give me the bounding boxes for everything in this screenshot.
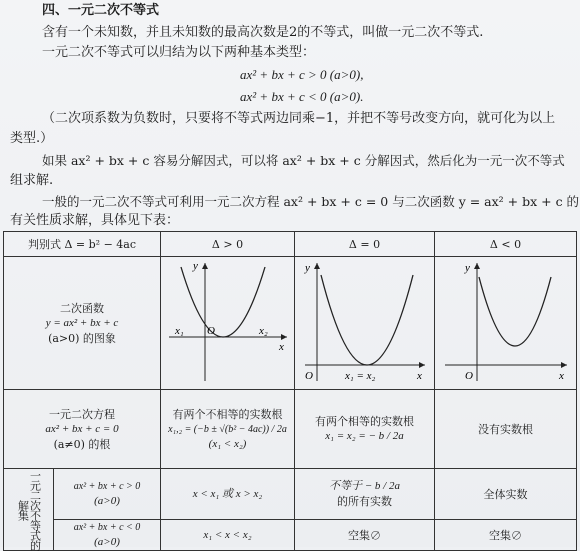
axis-x-label: x <box>558 370 564 382</box>
side-label-text: 一元二次不等式的解集 <box>16 469 42 550</box>
root-label-line2: ax² + bx + c = 0 <box>45 422 119 435</box>
origin-label: O <box>304 370 313 382</box>
gt-zero-line1: 不等于 − b / 2a <box>329 480 400 492</box>
factor-line-2: 组求解. <box>10 173 54 188</box>
lt-label-line1: ax² + bx + c < 0 <box>73 522 141 533</box>
roots-zero-formula: x₁ = x₂ = − b / 2a <box>325 430 404 442</box>
roots-delta-negative: 没有实数根 <box>435 390 577 469</box>
axis-y-label: y <box>464 262 470 274</box>
root-x1-label: x₁ <box>174 325 184 337</box>
header-delta-zero: Δ = 0 <box>295 232 435 257</box>
roots-delta-positive <box>161 390 295 469</box>
axis-y-label: y <box>192 260 198 272</box>
basic-forms-intro: 一元二次不等式可以归结为以下两种基本类型： <box>42 45 316 60</box>
gt-solution-delta-zero <box>295 469 435 520</box>
roots-delta-zero <box>295 390 435 469</box>
gt-solution-delta-negative: 全体实数 <box>435 469 577 520</box>
root-label-line3: (a≠0) 的根 <box>53 437 111 451</box>
gt-label-line1: ax² + bx + c > 0 <box>73 481 141 492</box>
graph-label-line3: (a>0) 的图象 <box>48 331 116 345</box>
basic-form-2: ax² + bx + c < 0 (a>0). <box>240 89 364 104</box>
definition-text: 含有一个未知数，并且未知数的最高次数是2的不等式，叫做一元二次不等式. <box>42 25 484 40</box>
origin-label: O <box>206 325 215 337</box>
solution-set-side-label <box>4 469 54 551</box>
root-row-label <box>4 390 161 469</box>
gt-zero-line2: 的所有实数 <box>337 495 392 508</box>
roots-zero-title: 有两个相等的实数根 <box>315 415 414 428</box>
lt-solution-delta-zero: 空集∅ <box>295 520 435 551</box>
parabola-two-roots-graph <box>163 257 293 385</box>
header-delta-positive: Δ > 0 <box>161 232 295 257</box>
header-discriminant: 判别式 Δ = b² − 4ac <box>4 232 161 257</box>
note-line-2: 类型.） <box>10 131 54 146</box>
lt-label-line2: (a>0) <box>94 536 120 548</box>
roots-pos-note: (x₁ < x₂) <box>208 437 247 450</box>
parabola-no-root-graph <box>437 257 575 385</box>
basic-form-1: ax² + bx + c > 0 (a>0), <box>240 67 364 82</box>
gt-solution-delta-positive: x < x₁ 或 x > x₂ <box>161 469 295 520</box>
parabola-one-root-graph <box>297 257 433 385</box>
note-line-1: （二次项系数为负数时，只要将不等式两边同乘−1，并把不等号改变方向，就可化为以上 <box>42 111 556 126</box>
graph-label-line1: 二次函数 <box>60 301 104 315</box>
inequality-table <box>3 231 577 551</box>
header-delta-negative: Δ < 0 <box>435 232 577 257</box>
lt-inequality-label <box>54 520 161 551</box>
gt-inequality-label <box>54 469 161 520</box>
axis-y-label: y <box>304 262 310 274</box>
general-line-1: 一般的一元二次不等式可利用一元二次方程 ax² + bx + c = 0 与二次函数 y = ax² + bx + c 的 <box>42 194 580 209</box>
graph-delta-zero <box>295 257 435 390</box>
axis-x-label: x <box>278 341 284 353</box>
graph-label-line2: y = ax² + bx + c <box>45 316 119 329</box>
roots-pos-formula: x₁,₂ = (−b ± √(b² − 4ac)) / 2a <box>168 423 287 435</box>
graph-delta-negative <box>435 257 577 390</box>
lt-solution-delta-negative: 空集∅ <box>435 520 577 551</box>
graph-delta-positive <box>161 257 295 390</box>
double-root-label: x₁ = x₂ <box>344 370 375 382</box>
gt-label-line2: (a>0) <box>94 495 120 507</box>
axis-x-label: x <box>416 370 422 382</box>
root-x2-label: x₂ <box>258 325 268 337</box>
origin-label: O <box>464 370 473 382</box>
lt-solution-delta-positive: x₁ < x < x₂ <box>161 520 295 551</box>
factor-line-1: 如果 ax² + bx + c 容易分解因式，可以将 ax² + bx + c 分解因式，然后化为一元一次不等式 <box>42 153 565 168</box>
graph-row-label <box>4 257 161 390</box>
root-label-line1: 一元二次方程 <box>49 407 115 421</box>
general-line-2: 有关性质求解，具体见下表： <box>10 213 180 228</box>
section-heading: 四、一元二次不等式 <box>42 3 160 18</box>
roots-pos-title: 有两个不相等的实数根 <box>172 407 283 421</box>
